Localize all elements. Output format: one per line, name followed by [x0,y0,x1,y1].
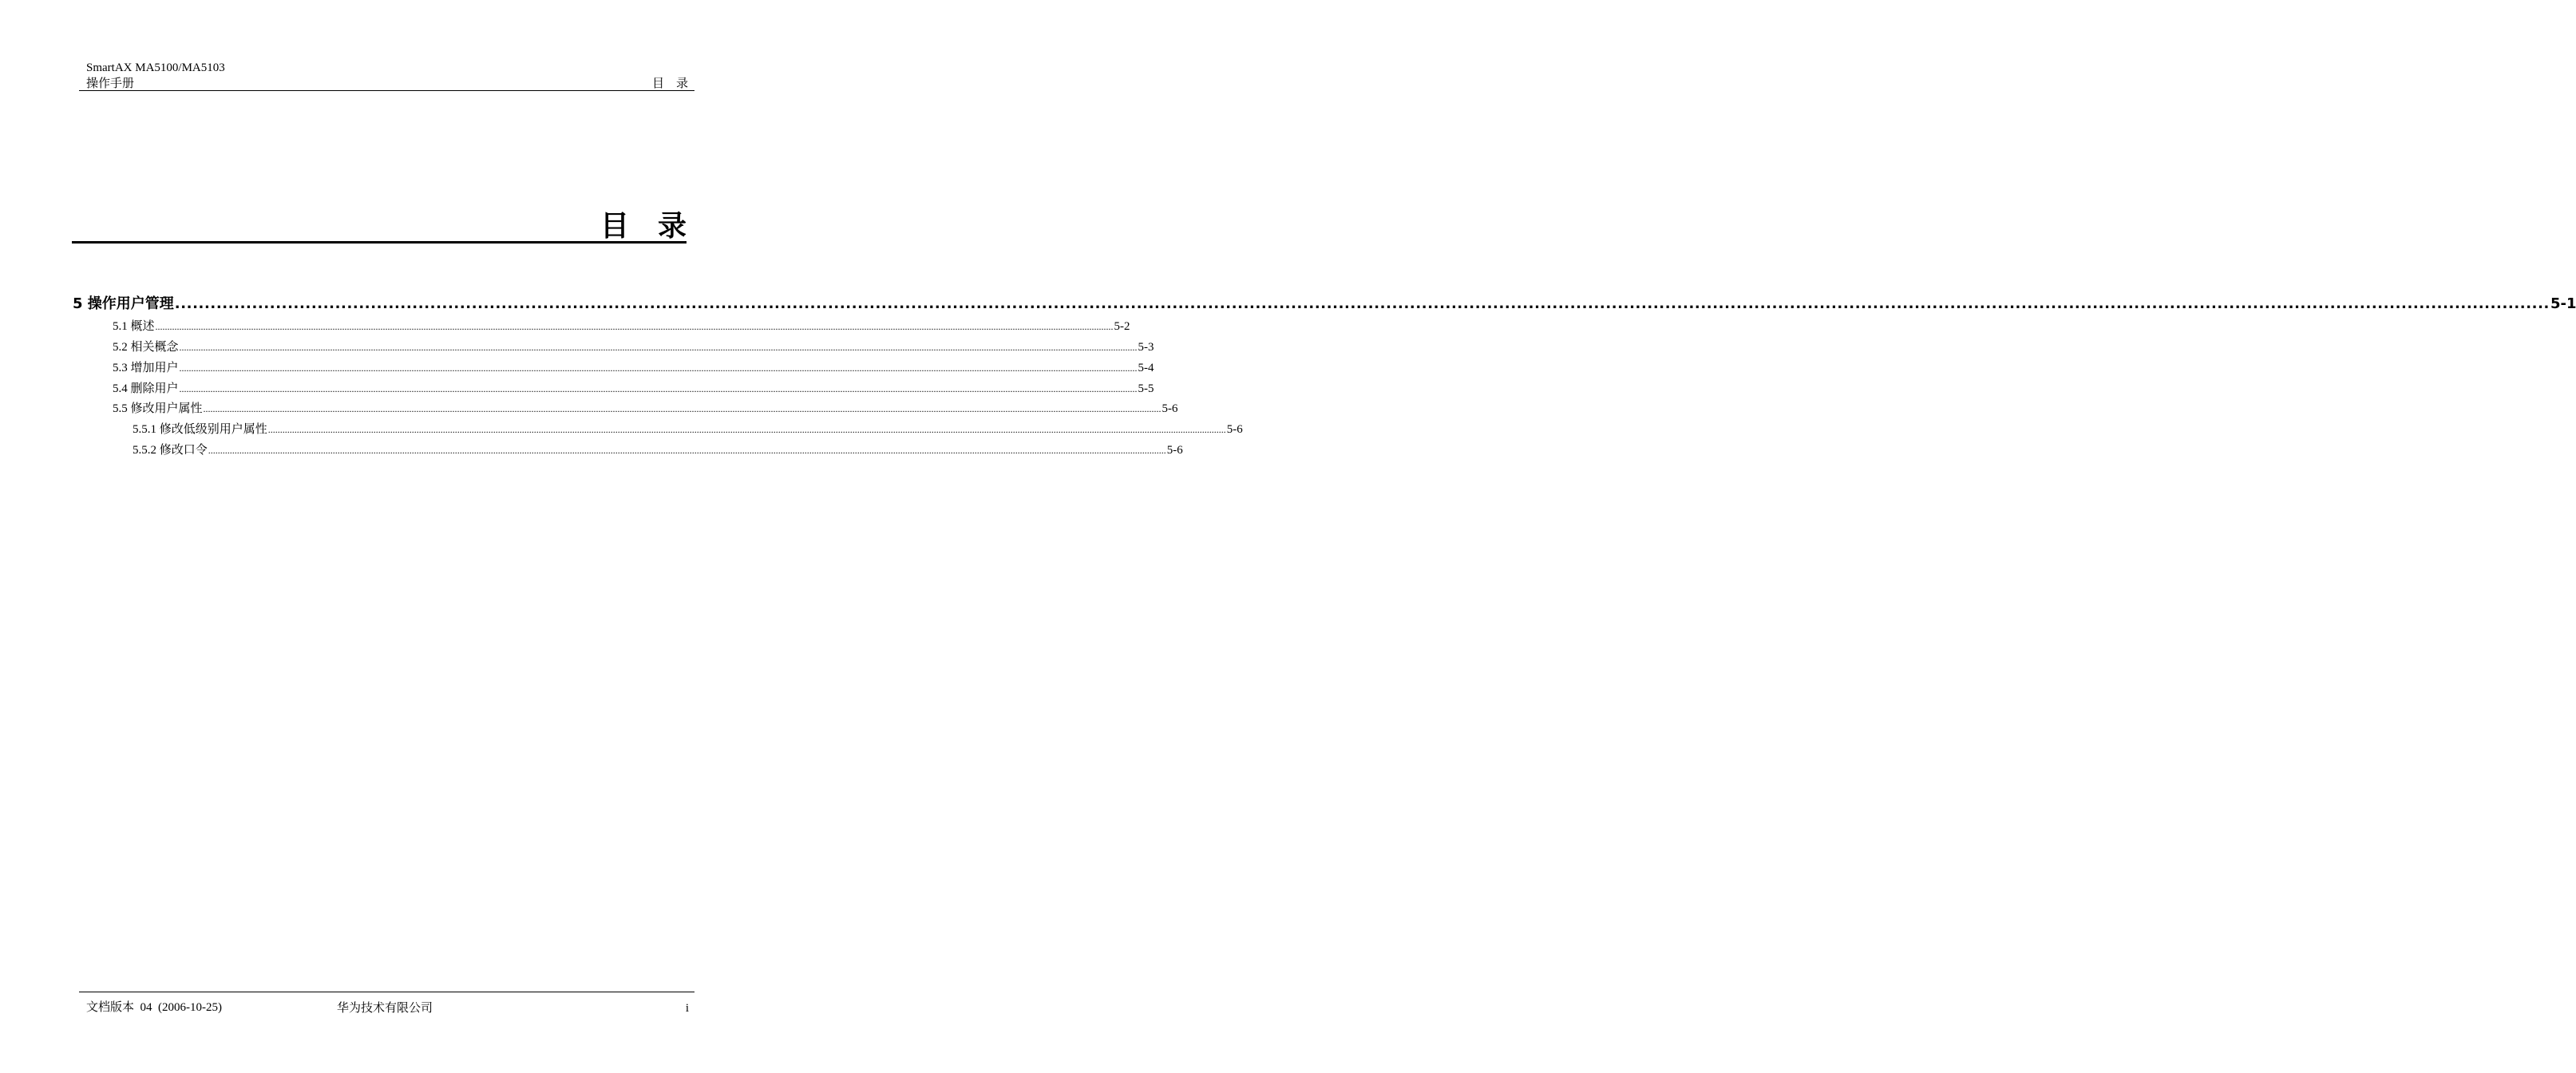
toc-entry-label: 5.1 概述 [113,320,155,333]
toc-entry-page: 5-4 [1138,362,1154,374]
toc-dot-leader: ................................................................................................................................................................................................................................................................................................................................................................................................................ [174,295,2550,312]
toc-chapter-entry[interactable] [73,294,2576,315]
footer-company-name: 华为技术有限公司 [337,1002,433,1015]
header-product-name: SmartAX MA5100/MA5103 [86,61,225,74]
header-manual-name: 操作手册 [86,77,135,90]
toc-dot-leader: ................................................................................................................................................................................................................................................................................................................................................................................................................ [179,383,1138,394]
toc-entry-page: 5-3 [1138,341,1154,354]
toc-dot-leader: ................................................................................................................................................................................................................................................................................................................................................................................................................ [179,342,1138,353]
toc-entry-page: 5-5 [1138,382,1154,395]
toc-entry[interactable] [133,442,1183,458]
footer-doc-version: 文档版本 04 (2006-10-25) [86,1001,222,1014]
toc-entry-page: 5-6 [1161,402,1178,415]
toc-entry-label: 5.4 删除用户 [113,382,179,395]
toc-entry-label: 5 操作用户管理 [73,295,174,312]
toc-entry[interactable] [113,319,1130,335]
toc-entry-page: 5-2 [1114,320,1130,333]
toc-entry[interactable] [133,422,1243,438]
title-divider [72,241,687,244]
toc-entry-page: 5-1 [2550,295,2576,312]
toc-entry-page: 5-6 [1226,423,1243,436]
toc-dot-leader: ................................................................................................................................................................................................................................................................................................................................................................................................................ [208,445,1166,456]
toc-entry-label: 5.5.1 修改低级别用户属性 [133,423,267,436]
toc-entry-label: 5.5 修改用户属性 [113,402,203,415]
footer-page-number: i [685,1002,689,1015]
toc-dot-leader: ................................................................................................................................................................................................................................................................................................................................................................................................................ [179,362,1138,374]
toc-entry[interactable] [113,339,1154,355]
toc-entry-label: 5.3 增加用户 [113,362,179,374]
toc-entry[interactable] [113,360,1154,376]
toc-dot-leader: ................................................................................................................................................................................................................................................................................................................................................................................................................ [267,424,1226,435]
toc-entry-label: 5.2 相关概念 [113,341,179,354]
toc-entry[interactable] [113,381,1154,397]
toc-entry-page: 5-6 [1166,444,1183,457]
toc-entry[interactable] [113,401,1178,417]
toc-dot-leader: ................................................................................................................................................................................................................................................................................................................................................................................................................ [203,403,1161,414]
header-divider [79,90,694,91]
toc-entry-label: 5.5.2 修改口令 [133,444,208,457]
toc-dot-leader: ................................................................................................................................................................................................................................................................................................................................................................................................................ [155,321,1114,332]
toc-title: 目 录 [599,210,687,243]
header-section-name: 目 录 [651,77,688,90]
